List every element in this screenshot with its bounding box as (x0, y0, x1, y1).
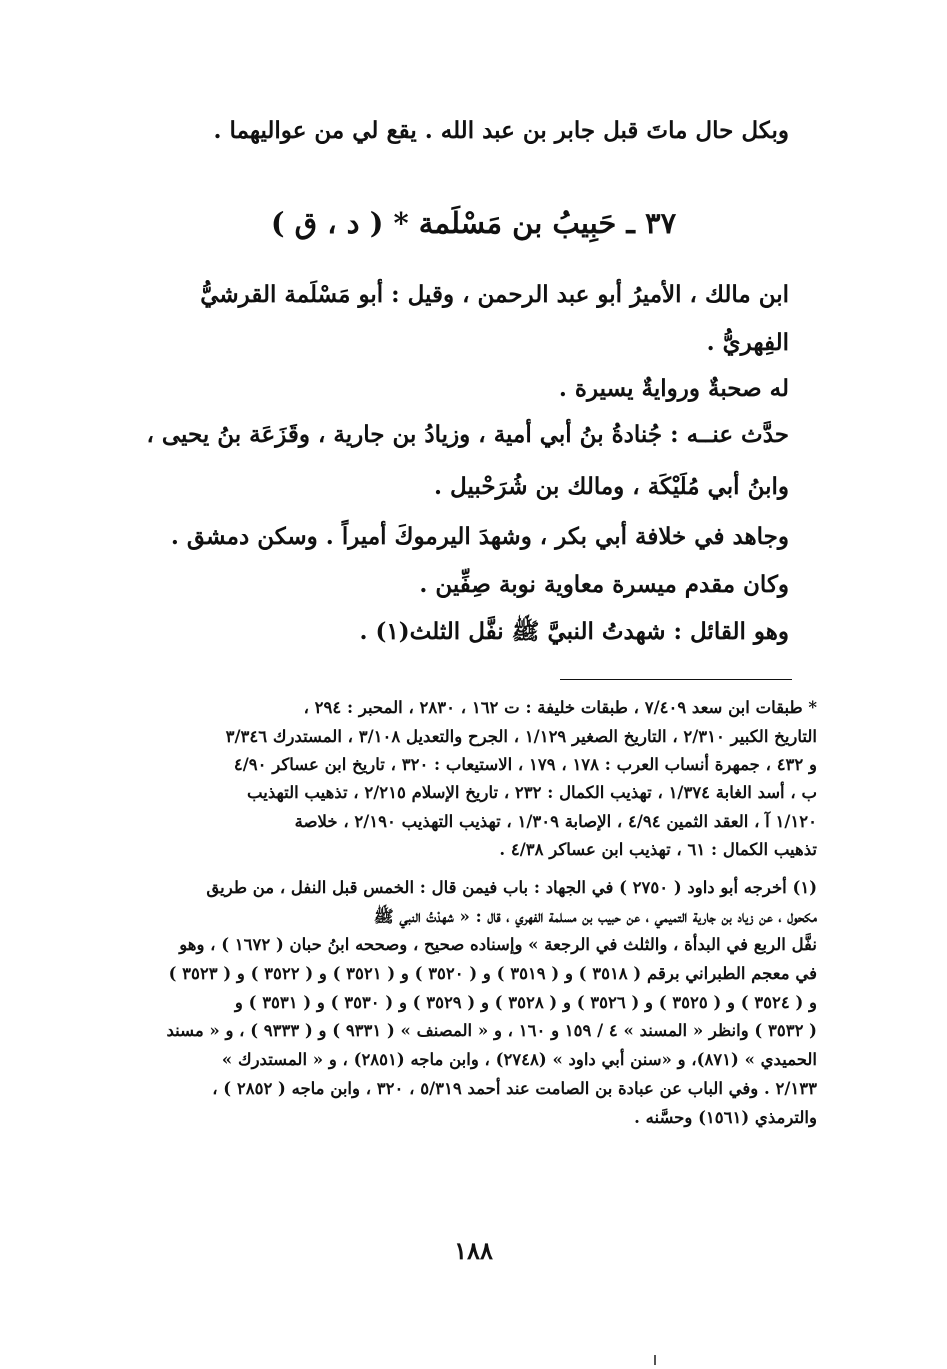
note-line-9: والترمذي (١٥٦١) وحسَّنه . (634, 1108, 817, 1127)
note-line-5: و ( ٣٥٢٤ ) و ( ٣٥٢٥ ) و ( ٣٥٢٦ ) و ( ٣٥٢٨ ) و ( ٣٥٢٩ ) و ( ٣٥٣٠ ) و ( ٣٥٣١ ) و (234, 993, 817, 1012)
source-line-4: ب ، أسد الغابة ١/٣٧٤ ، تهذيب الكمال : ٢٣٢ ، تاريخ الإسلام ٢/٢١٥ ، تذهيب التهذيب (247, 783, 817, 802)
note-line-7: الحميدي » (٨٧١)، و «سنن أبي داود » (٢٧٤٨) ، وابن ماجه (٢٨٥١) ، و « المستدرك » (221, 1050, 817, 1069)
source-line-2: التاريخ الكبير ٢/٣١٠ ، التاريخ الصغير ١/١٢٩ ، الجرح والتعديل ٣/١٠٨ ، المستدرك ٣/٣٤٦ (225, 727, 817, 746)
footnote-separator (560, 679, 792, 680)
body-line-4: حدَّث عنــه : جُنادةُ بنُ أبي أمية ، وزيادُ بن جارية ، وقَزَعَة بنُ يحيى ، (146, 421, 789, 448)
note-line-3: نفَّل الربع في البدأة ، والثلث في الرجعة » وإسناده صحيح ، وصححه ابنُ حبان ( ١٦٧٢ ) ، وهو (179, 935, 817, 954)
source-line-6: تذهيب الكمال : ٦١ ، تهذيب ابن عساكر ٤/٣٨ . (499, 840, 817, 859)
body-line-6: وجاهد في خلافة أبي بكر ، وشهدَ اليرموكَ أميراً . وسكن دمشق . (170, 523, 789, 550)
note-line-2: مكحول ، عن زياد بن جارية التميمي ، عن حبيب بن مسلمة الفهري ، قال : « شهدْتُ النبي ﷺ (373, 907, 817, 926)
source-line-3: و ٤٣٢ ، جمهرة أنساب العرب : ١٧٨ ، ١٧٩ ، الاستيعاب : ٣٢٠ ، تاريخ ابن عساكر ٤/٩٠ (233, 755, 817, 774)
note-line-4: في معجم الطبراني برقم ( ٣٥١٨ ) و ( ٣٥١٩ ) و ( ٣٥٢٠ ) و ( ٣٥٢١ ) و ( ٣٥٢٢ ) و ( ٣٥٢٣ ) (168, 964, 817, 983)
intro-line: وبكل حال ماتَ قبل جابر بن عبد الله . يقع لي من عواليهما . (213, 117, 789, 144)
body-line-1: ابن مالك ، الأميرُ أبو عبد الرحمن ، وقيل : أبو مَسْلَمة القرشيُّ (200, 281, 789, 308)
page-number: ١٨٨ (454, 1236, 493, 1265)
note-line-6: ( ٣٥٣٢ ) وانظر « المسند » ٤ / ١٥٩ و ١٦٠ ، و « المصنف » ( ٩٣٣١ ) و ( ٩٣٣٣ ) ، و « مسند (166, 1021, 817, 1040)
note-line-8: ٢/١٣٣ . وفي الباب عن عبادة بن الصامت عند أحمد ٥/٣١٩ ، ٣٢٠ ، وابن ماجه ( ٢٨٥٢ ) ، (212, 1079, 817, 1098)
note-line-1: (١) أخرجه أبو داود ( ٢٧٥٠ ) في الجهاد : باب فيمن قال : الخمس قبل النفل ، من طريق (206, 878, 817, 897)
body-line-2: الفِهريُّ . (706, 329, 789, 356)
body-line-7: وكان مقدم ميسرة معاوية نوبة صِفِّين . (419, 571, 789, 598)
body-line-8: وهو القائل : شهدتُ النبيَّ ﷺ نفَّل الثلث(١) . (359, 618, 789, 645)
entry-heading: ٣٧ ـ حَبِيبُ بن مَسْلَمة * ( د ، ق ) (270, 206, 677, 240)
source-line-1: * طبقات ابن سعد ٧/٤٠٩ ، طبقات خليفة : ت ١٦٢ ، ٢٨٣٠ ، المحبر : ٢٩٤ ، (303, 698, 817, 717)
body-line-3: له صحبةٌ وروايةٌ يسيرة . (558, 375, 789, 402)
source-line-5: ١/١٢٠ آ ، العقد الثمين ٤/٩٤ ، الإصابة ١/٣٠٩ ، تهذيب التهذيب ٢/١٩٠ ، خلاصة (294, 812, 817, 831)
scan-speck (654, 1355, 656, 1365)
body-line-5: وابنُ أبي مُلَيْكَة ، ومالك بن شُرَحْبيل . (434, 473, 789, 500)
